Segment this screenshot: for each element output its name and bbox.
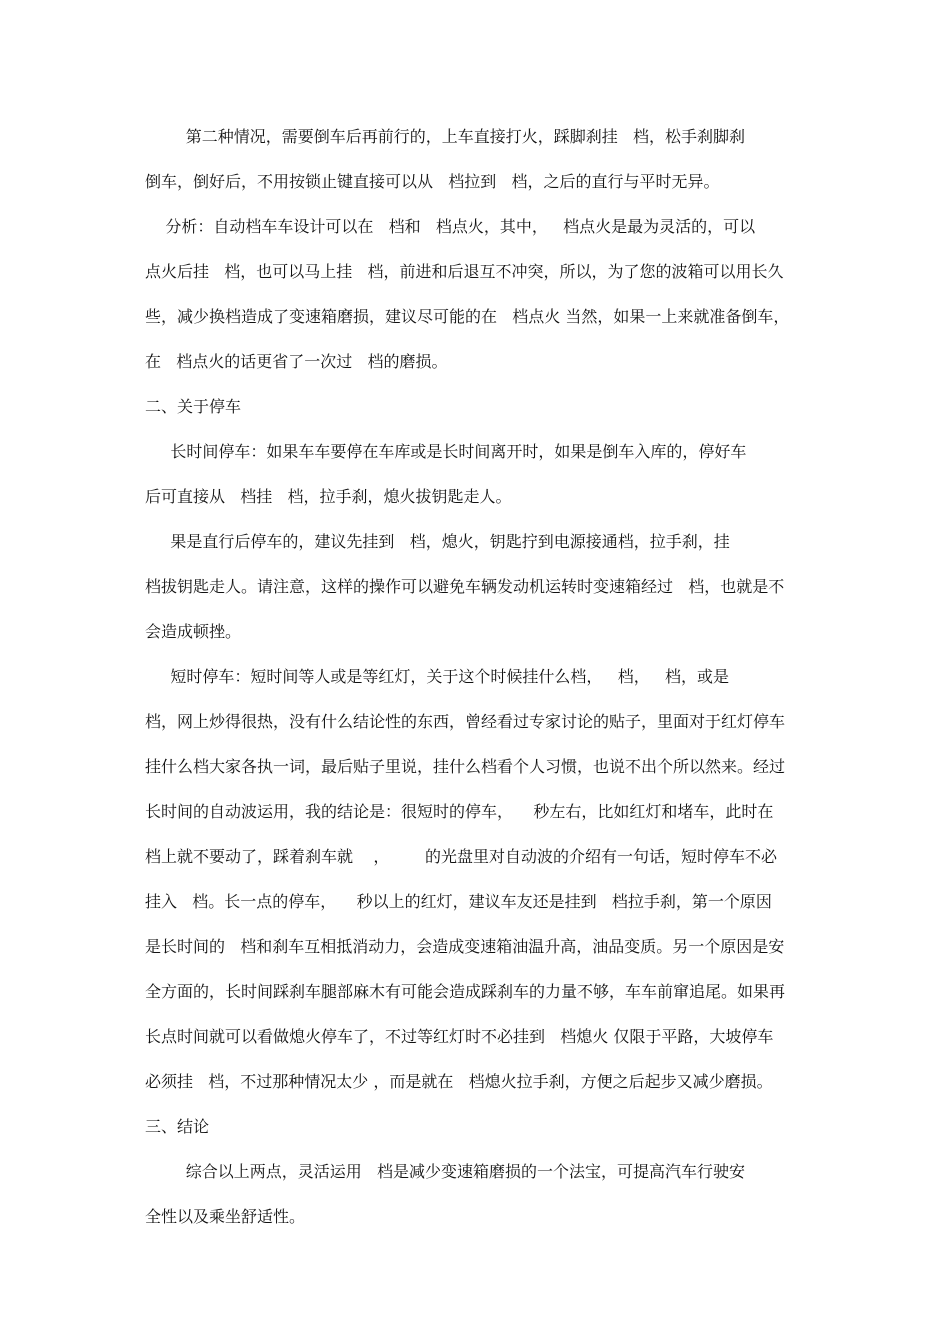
text-line: 点火后挂 档，也可以马上挂 档，前进和后退互不冲突，所以，为了您的波箱可以用长久 bbox=[145, 262, 784, 281]
text-line: 分析：自动档车车设计可以在 档和 档点火，其中， 档点火是最为灵活的，可以 bbox=[145, 217, 756, 236]
text-line: 综合以上两点，灵活运用 档是减少变速箱磨损的一个法宝，可提高汽车行驶安 bbox=[145, 1162, 745, 1181]
text-line: 倒车，倒好后，不用按锁止键直接可以从 档拉到 档，之后的直行与平时无异。 bbox=[145, 172, 720, 191]
text-line: 全性以及乘坐舒适性。 bbox=[145, 1207, 306, 1226]
text-line: 短时停车：短时间等人或是等红灯，关于这个时候挂什么档， 档， 档，或是 bbox=[145, 667, 729, 686]
text-line: 第二种情况，需要倒车后再前行的，上车直接打火，踩脚刹挂 档，松手刹脚刹 bbox=[145, 127, 745, 146]
section-heading: 二、关于停车 bbox=[145, 397, 242, 416]
text-line: 全方面的，长时间踩刹车腿部麻木有可能会造成踩刹车的力量不够，车车前窜追尾。如果再 bbox=[145, 982, 786, 1001]
section-heading: 三、结论 bbox=[145, 1117, 210, 1136]
text-line: 必须挂 档，不过那种情况太少 ，而是就在 档熄火拉手刹，方便之后起步又减少磨损。 bbox=[145, 1072, 773, 1091]
text-line: 档拔钥匙走人。请注意，这样的操作可以避免车辆发动机运转时变速箱经过 档，也就是不 bbox=[145, 577, 785, 596]
text-line: 档上就不要动了，踩着刹车就 ， 的光盘里对自动波的介绍有一句话，短时停车不必 bbox=[145, 847, 777, 866]
text-line: 长点时间就可以看做熄火停车了，不过等红灯时不必挂到 档熄火 仅限于平路，大坡停车 bbox=[145, 1027, 774, 1046]
text-line: 是长时间的 档和刹车互相抵消动力，会造成变速箱油温升高，油品变质。另一个原因是安 bbox=[145, 937, 785, 956]
text-line: 会造成顿挫。 bbox=[145, 622, 242, 641]
text-line: 在 档点火的话更省了一次过 档的磨损。 bbox=[145, 352, 448, 371]
text-line: 长时间停车：如果车车要停在车库或是长时间离开时，如果是倒车入库的，停好车 bbox=[145, 442, 747, 461]
text-line: 挂入 档。长一点的停车， 秒以上的红灯，建议车友还是挂到 档拉手刹，第一个原因 bbox=[145, 892, 772, 911]
text-line: 长时间的自动波运用，我的结论是：很短时的停车， 秒左右，比如红灯和堵车，此时在 bbox=[145, 802, 774, 821]
text-line: 挂什么档大家各执一词，最后贴子里说，挂什么档看个人习惯，也说不出个所以然来。经过 bbox=[145, 757, 786, 776]
text-line: 些，减少换档造成了变速箱磨损，建议尽可能的在 档点火 当然，如果一上来就准备倒车， bbox=[145, 307, 790, 326]
text-line: 档，网上炒得很热，没有什么结论性的东西，曾经看过专家讨论的贴子，里面对于红灯停车 bbox=[145, 712, 786, 731]
text-line: 后可直接从 档挂 档，拉手刹，熄火拔钥匙走人。 bbox=[145, 487, 512, 506]
text-line: 果是直行后停车的，建议先挂到 档，熄火，钥匙拧到电源接通档，拉手刹，挂 bbox=[145, 532, 730, 551]
